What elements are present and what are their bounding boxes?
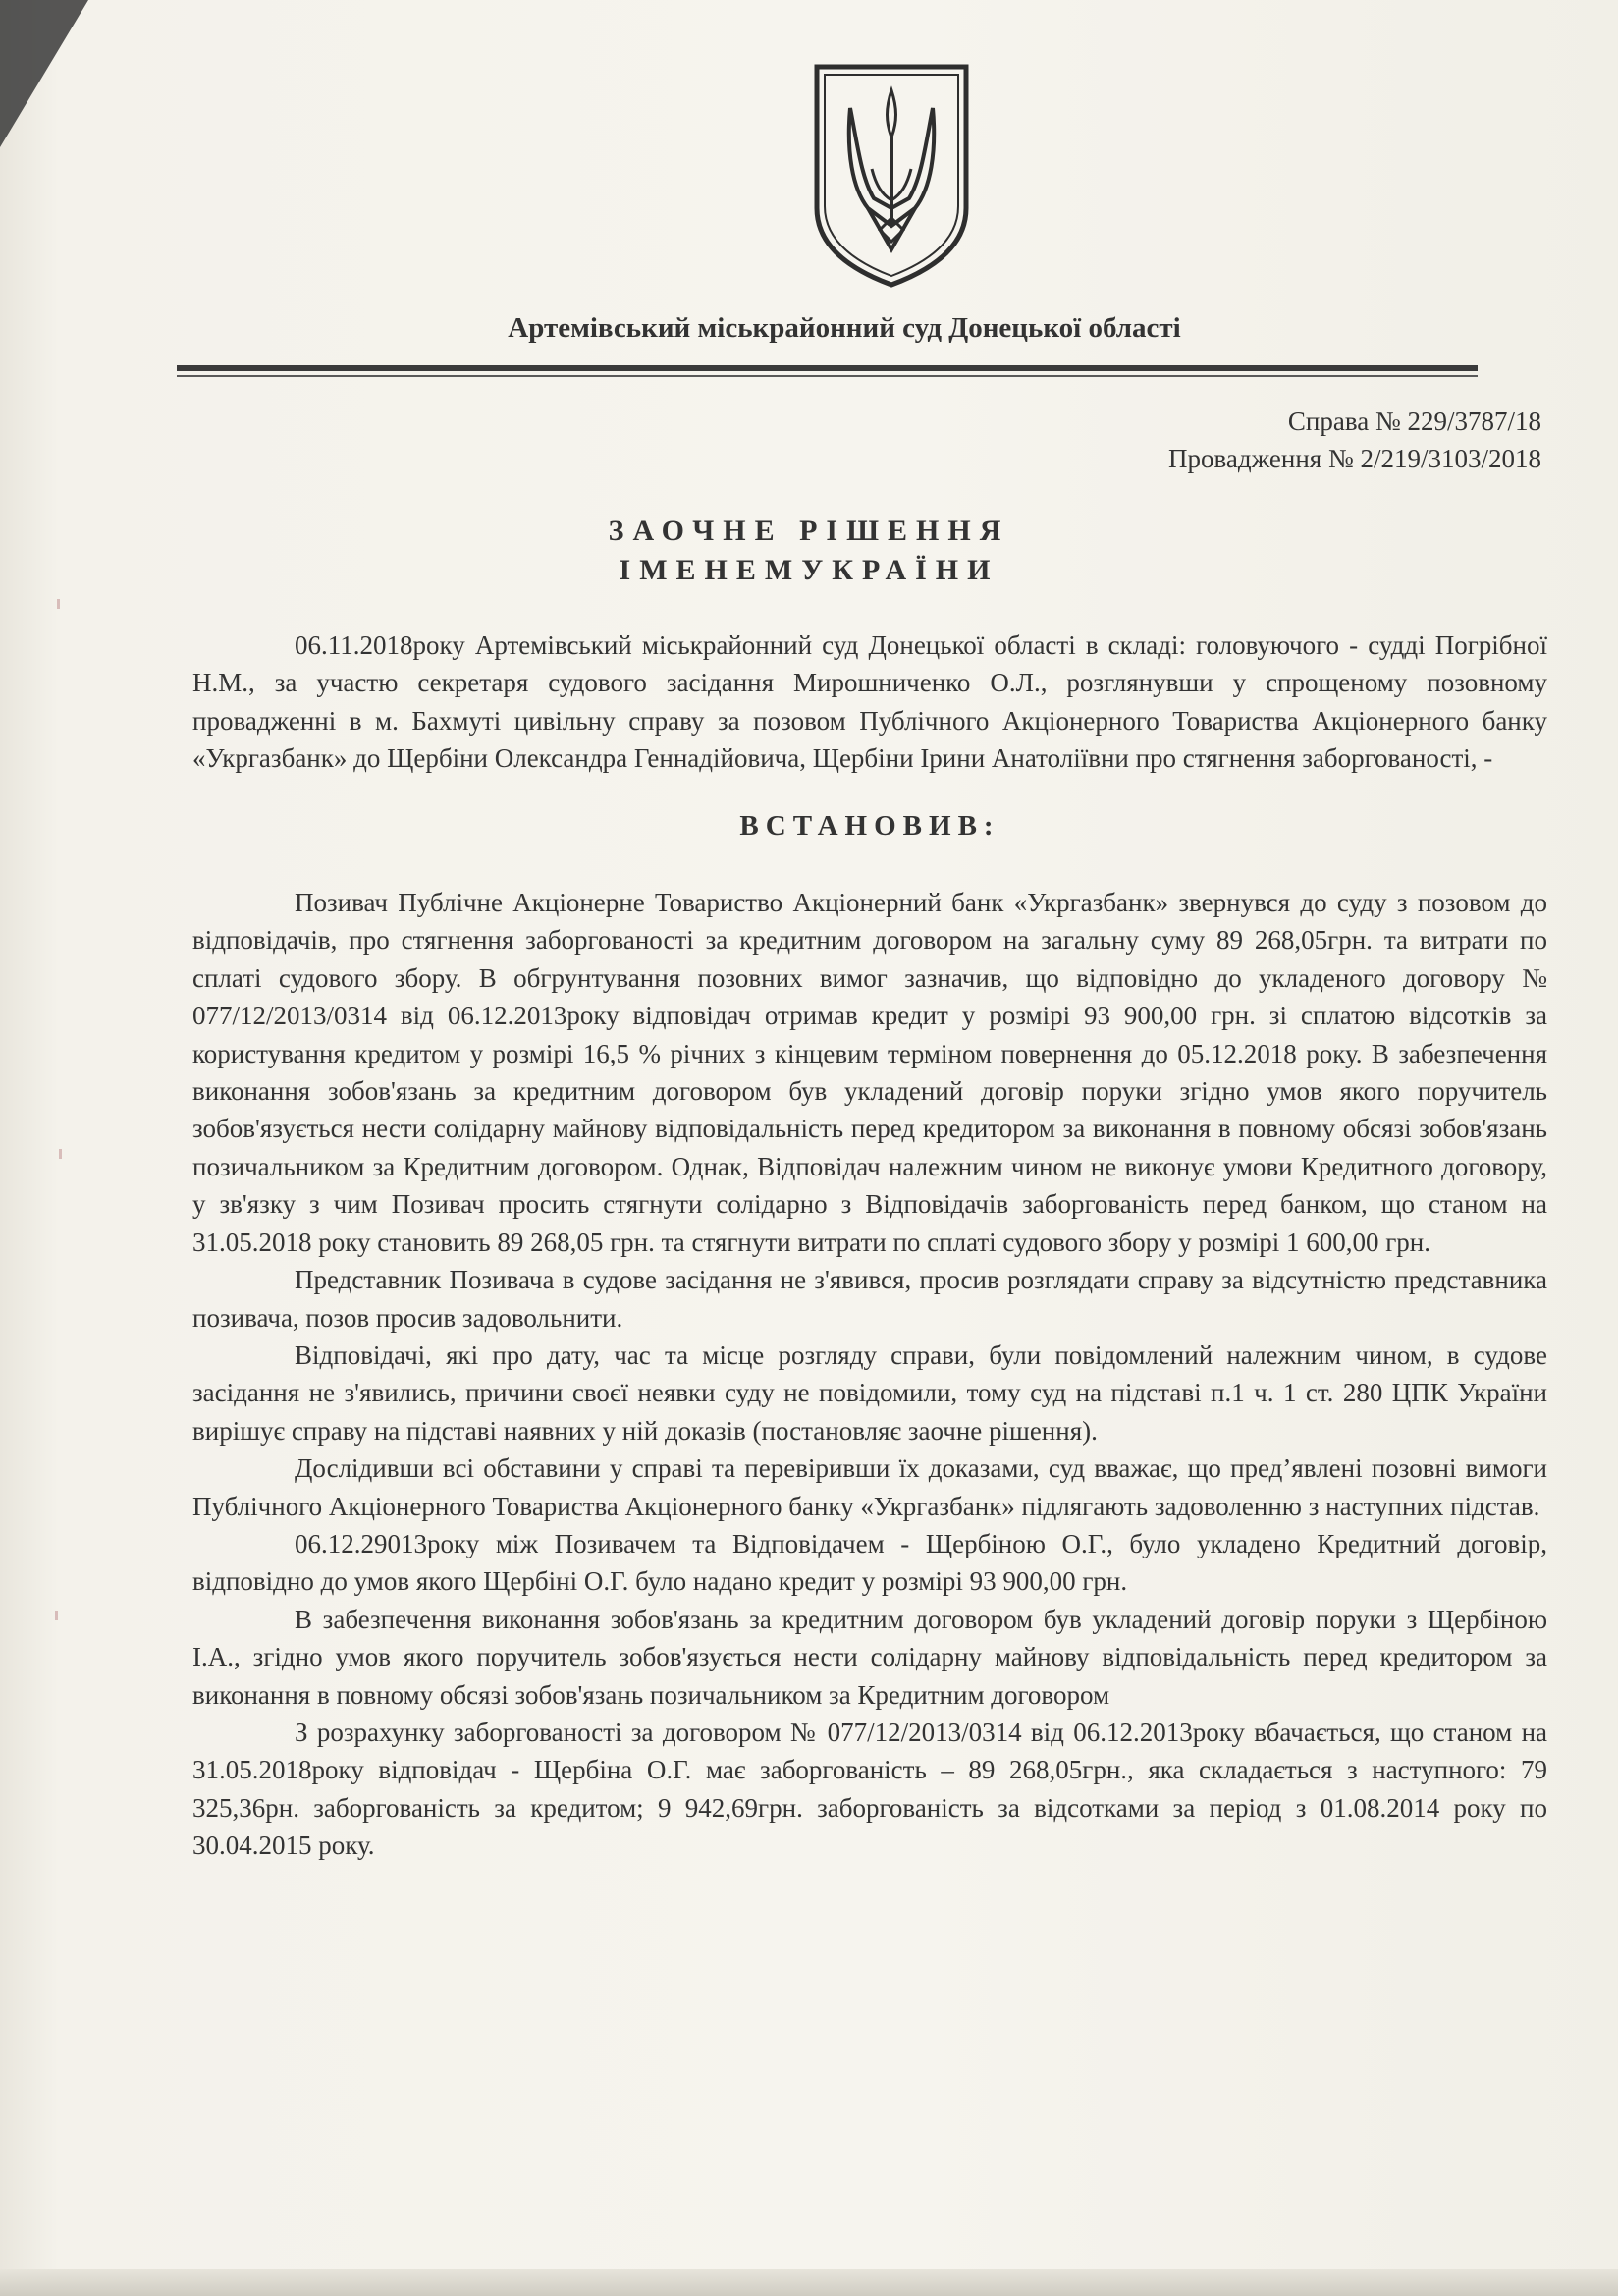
paragraph: В забезпечення виконання зобов'язань за кредитним договором був укладений договір поруки з Щербіною І.А., згідно умов якого поручитель зобов'язується нести солідарну майнову відповідальність перед кредитором за виконання в повному обсязі зобов'язань позичальником за Кредитним договором [192,1604,1547,1710]
document-title: ЗАОЧНЕ РІШЕННЯ [608,515,1010,547]
section-heading: ВСТАНОВИВ: [739,809,1000,842]
header-divider-thin [177,375,1478,377]
paragraph: Представник Позивача в судове засідання не з'явився, просив розглядати справу за відсутністю представника позивача, позов просив задовольнити. [192,1265,1547,1333]
paper-speck [57,599,60,609]
document-body [192,627,1547,1865]
paragraph: З розрахунку заборгованості за договором № 077/12/2013/0314 від 06.12.2013року вбачається, що станом на 31.05.2018року відповідач - Щербіна О.Г. має заборгованість – 89 268,05грн., яка складається з наступного: 79 325,36рн. заборгованість за кредитом; 9 942,69грн. заборгованість за відсотками за період з 01.08.2014 року по 30.04.2015 року. [192,1717,1547,1861]
paragraph: Відповідачі, які про дату, час та місце розгляду справи, були повідомлений належним чином, в судове засідання не з'явились, причини своєї неявки суду не повідомили, тому суд на підставі п.1 ч. 1 ст. 280 ЦПК України вирішує справу на підставі наявних у ній доказів (постановляє заочне рішення). [192,1339,1547,1446]
proceeding-number: Провадження № 2/219/3103/2018 [1168,444,1541,473]
document-subtitle: ІМЕНЕМУКРАЇНИ [619,554,999,586]
paragraph: 06.12.29013року між Позивачем та Відповідачем - Щербіною О.Г., було укладено Кредитний договір, відповідно до умов якого Щербіні О.Г. було надано кредит у розмірі 93 900,00 грн. [192,1528,1547,1597]
paper-speck [55,1611,58,1620]
paragraph: Позивач Публічне Акціонерне Товариство Акціонерний банк «Укргазбанк» звернувся до суду з позовом до відповідачів, про стягнення заборгованості за кредитним договором на загальну суму 89 268,05грн. та витрати по сплаті судового збору. В обгрунтування позовних вимог зазначив, що відповідно до укладеного договору № 077/12/2013/0314 від 06.12.2013року відповідач отримав кредит у розмірі 93 900,00 грн. зі сплатою відсотків за користування кредитом у розмірі 16,5 % річних з кінцевим терміном повернення до 05.12.2018 року. В забезпечення виконання зобов'язань за кредитним договором був укладений договір поруки згідно умов якого поручитель зобов'язується нести солідарну майнову відповідальність перед кредитором за виконання в повному обсязі зобов'язань позичальником за Кредитним договором. Однак, Відповідач належним чином не виконує умови Кредитного договору, у зв'язку з чим Позивач просить стягнути солідарно з Відповідачів заборгованість перед банком, що станом на 31.05.2018 року становить 89 268,05 грн. та стягнути витрати по сплаті судового збору у розмірі 1 600,00 грн. [192,888,1547,1257]
court-name: Артемівський міськрайонний суд Донецької області [508,312,1181,344]
page-bottom-edge [0,2269,1618,2296]
folded-corner [0,0,88,147]
paragraph: Дослідивши всі обставини у справі та перевіривши їх доказами, суд вважає, що пред’явлені позовні вимоги Публічного Акціонерного Товариства Акціонерного банку «Укргазбанк» підлягають задоволенню з наступних підстав. [192,1453,1547,1521]
coat-of-arms-icon [811,61,972,289]
intro-paragraph: 06.11.2018року Артемівський міськрайонний суд Донецької області в складі: головуючого - судді Погрібної Н.М., за участю секретаря судового засідання Мирошниченко О.Л., розглянувши у спрощеному позовному провадженні в м. Бахмуті цивільну справу за позовом Публічного Акціонерного Товариства Акціонерного банку «Укргазбанк» до Щербіни Олександра Геннадійовича, Щербіни Ірини Анатоліївни про стягнення заборгованості, - [192,630,1547,774]
case-numbers [1168,403,1541,477]
header-divider [177,365,1478,371]
paper-speck [59,1149,62,1159]
case-number: Справа № 229/3787/18 [1287,407,1541,436]
